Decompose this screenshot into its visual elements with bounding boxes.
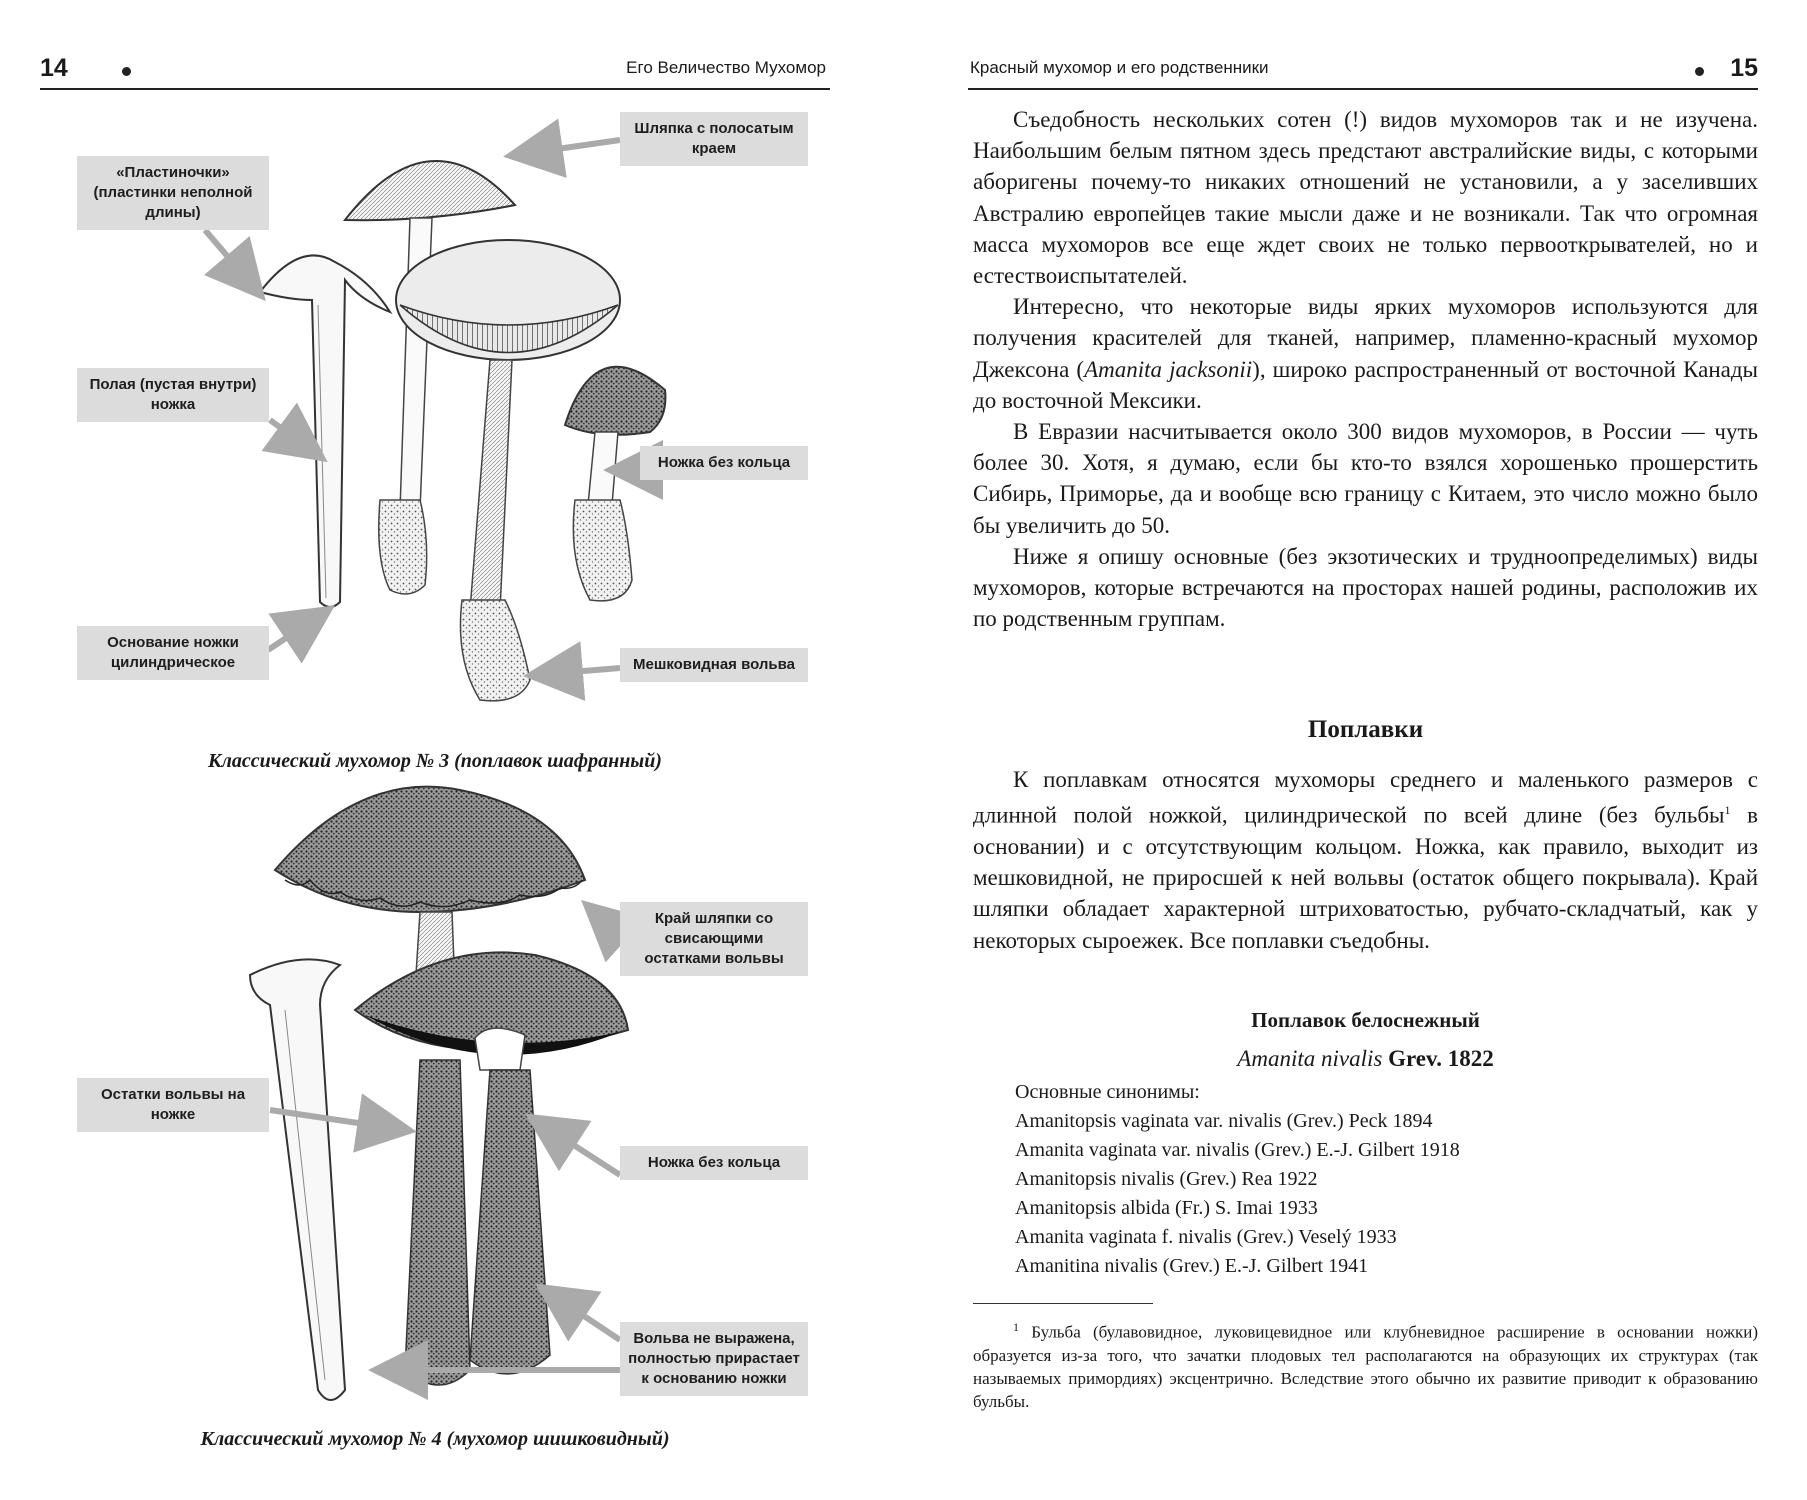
label-cap-edge: Край шляпки со свисающими остатками вольвы [620,902,808,976]
paragraph: Интересно, что некоторые виды ярких мухоморов используются для получения красителей для тканей, например, пламенно-красный мухомор Джексона (Amanita jacksonii), широко распространенный от восточной Канады до восточной Мексики. [973,294,1758,413]
label-hollow-stem: Полая (пустая внутри) ножка [77,368,269,422]
figure-1-drawing [205,140,665,701]
right-page [903,0,1807,1500]
paragraph: К поплавкам относятся мухоморы среднего и маленького размеров с длинной полой ножкой, цилиндрической по всей длине (без бульбы$^1$ в основании) и с отсутствующим кольцом. Ножка, как правило, выходит из мешковидной, не приросшей к ней вольвы (остаток общего покрывала). Край шляпки обладает характерной штриховатостью, рубчато-складчатый, как у некоторых сыроежек. Все поплавки съедобны. [973,767,1758,953]
paragraph: Ниже я опишу основные (без экзотических и трудноопределимых) виды мухоморов, которые встречаются на просторах нашей родины, расположив их по родственным группам. [973,543,1758,632]
body-text [973,104,1758,634]
synonym-item: Amanitopsis albida (Fr.) S. Imai 1933 [1015,1197,1318,1219]
label-volva-fused: Вольва не выражена, полностью прирастает к основанию ножки [620,1322,808,1396]
page-number: 14 [40,54,68,82]
figure-2-drawing [250,787,628,1400]
label-stem-base: Основание ножки цилиндрическое [77,626,269,680]
synonym-item: Amanita vaginata f. nivalis (Grev.) Veselý 1933 [1015,1226,1397,1248]
synonym-item: Amanita vaginata var. nivalis (Grev.) E.-J. Gilbert 1918 [1015,1139,1460,1161]
label-stem-no-ring-2: Ножка без кольца [620,1146,808,1180]
latin-name: Amanita jacksonii [1084,356,1253,382]
synonyms-title: Основные синонимы: [1015,1081,1200,1103]
species-latin-name: Amanita nivalis Grev. 1822 [1237,1046,1494,1071]
synonym-item: Amanitina nivalis (Grev.) E.-J. Gilbert 1941 [1015,1255,1369,1277]
synonym-item: Amanitopsis nivalis (Grev.) Rea 1922 [1015,1168,1318,1190]
footnote: $^1$ Бульба (булавовидное, луковицевидное или клубневидное расширение в основании ножки) образуется из-за того, что зачатки плодовых тел располагаются на образующих их структурах (так называемых примордиях) эксцентрично. Вследствие этого обычно их развитие приводит к образованию бульбы. [973,1320,1758,1411]
bullet-icon [1695,67,1704,76]
label-volva-remains: Остатки вольвы на ножке [77,1078,269,1132]
footnote-ref: 1 [1724,803,1731,818]
running-title: Красный мухомор и его родственники [970,58,1269,77]
running-title: Его Величество Мухомор [626,58,826,77]
label-plates: «Пластиночки» (пластинки неполной длины) [77,156,269,230]
running-head [968,54,1758,90]
paragraph: Съедобность нескольких сотен (!) видов мухоморов так и не изучена. Наибольшим белым пятном здесь предстают австралийские виды, с которыми аборигены почему-то никаких отношений не установили, а у заселивших Австралию европейцев такие мысли даже и не возникали. Так что огромная масса мухоморов все еще ждет своих не только первооткрывателей, но и естествоиспытателей. [973,107,1758,289]
species-heading: Поплавок белоснежный [1251,1008,1480,1032]
page-number: 15 [1730,54,1758,82]
label-stem-no-ring: Ножка без кольца [640,446,808,480]
label-volva: Мешковидная вольва [620,648,808,682]
footnote-divider [973,1303,1153,1304]
figure-1-caption: Классический мухомор № 3 (поплавок шафранный) [208,750,662,772]
section-heading: Поплавки [1307,716,1424,743]
synonyms-list [1015,1078,1715,1281]
figure-2-caption: Классический мухомор № 4 (мухомор шишковидный) [200,1428,670,1450]
paragraph: В Евразии насчитывается около 300 видов мухоморов, в России — чуть более 30. Хотя, я думаю, если бы кто-то взялся хорошенько прошерстить Сибирь, Приморье, да и вообще всю границу с Китаем, это число можно было бы увеличить до 50. [973,419,1758,538]
label-cap-striped: Шляпка с полосатым краем [620,112,808,166]
left-page [0,0,903,1500]
section-text [973,764,1758,956]
synonym-item: Amanitopsis vaginata var. nivalis (Grev.) Peck 1894 [1015,1110,1433,1132]
